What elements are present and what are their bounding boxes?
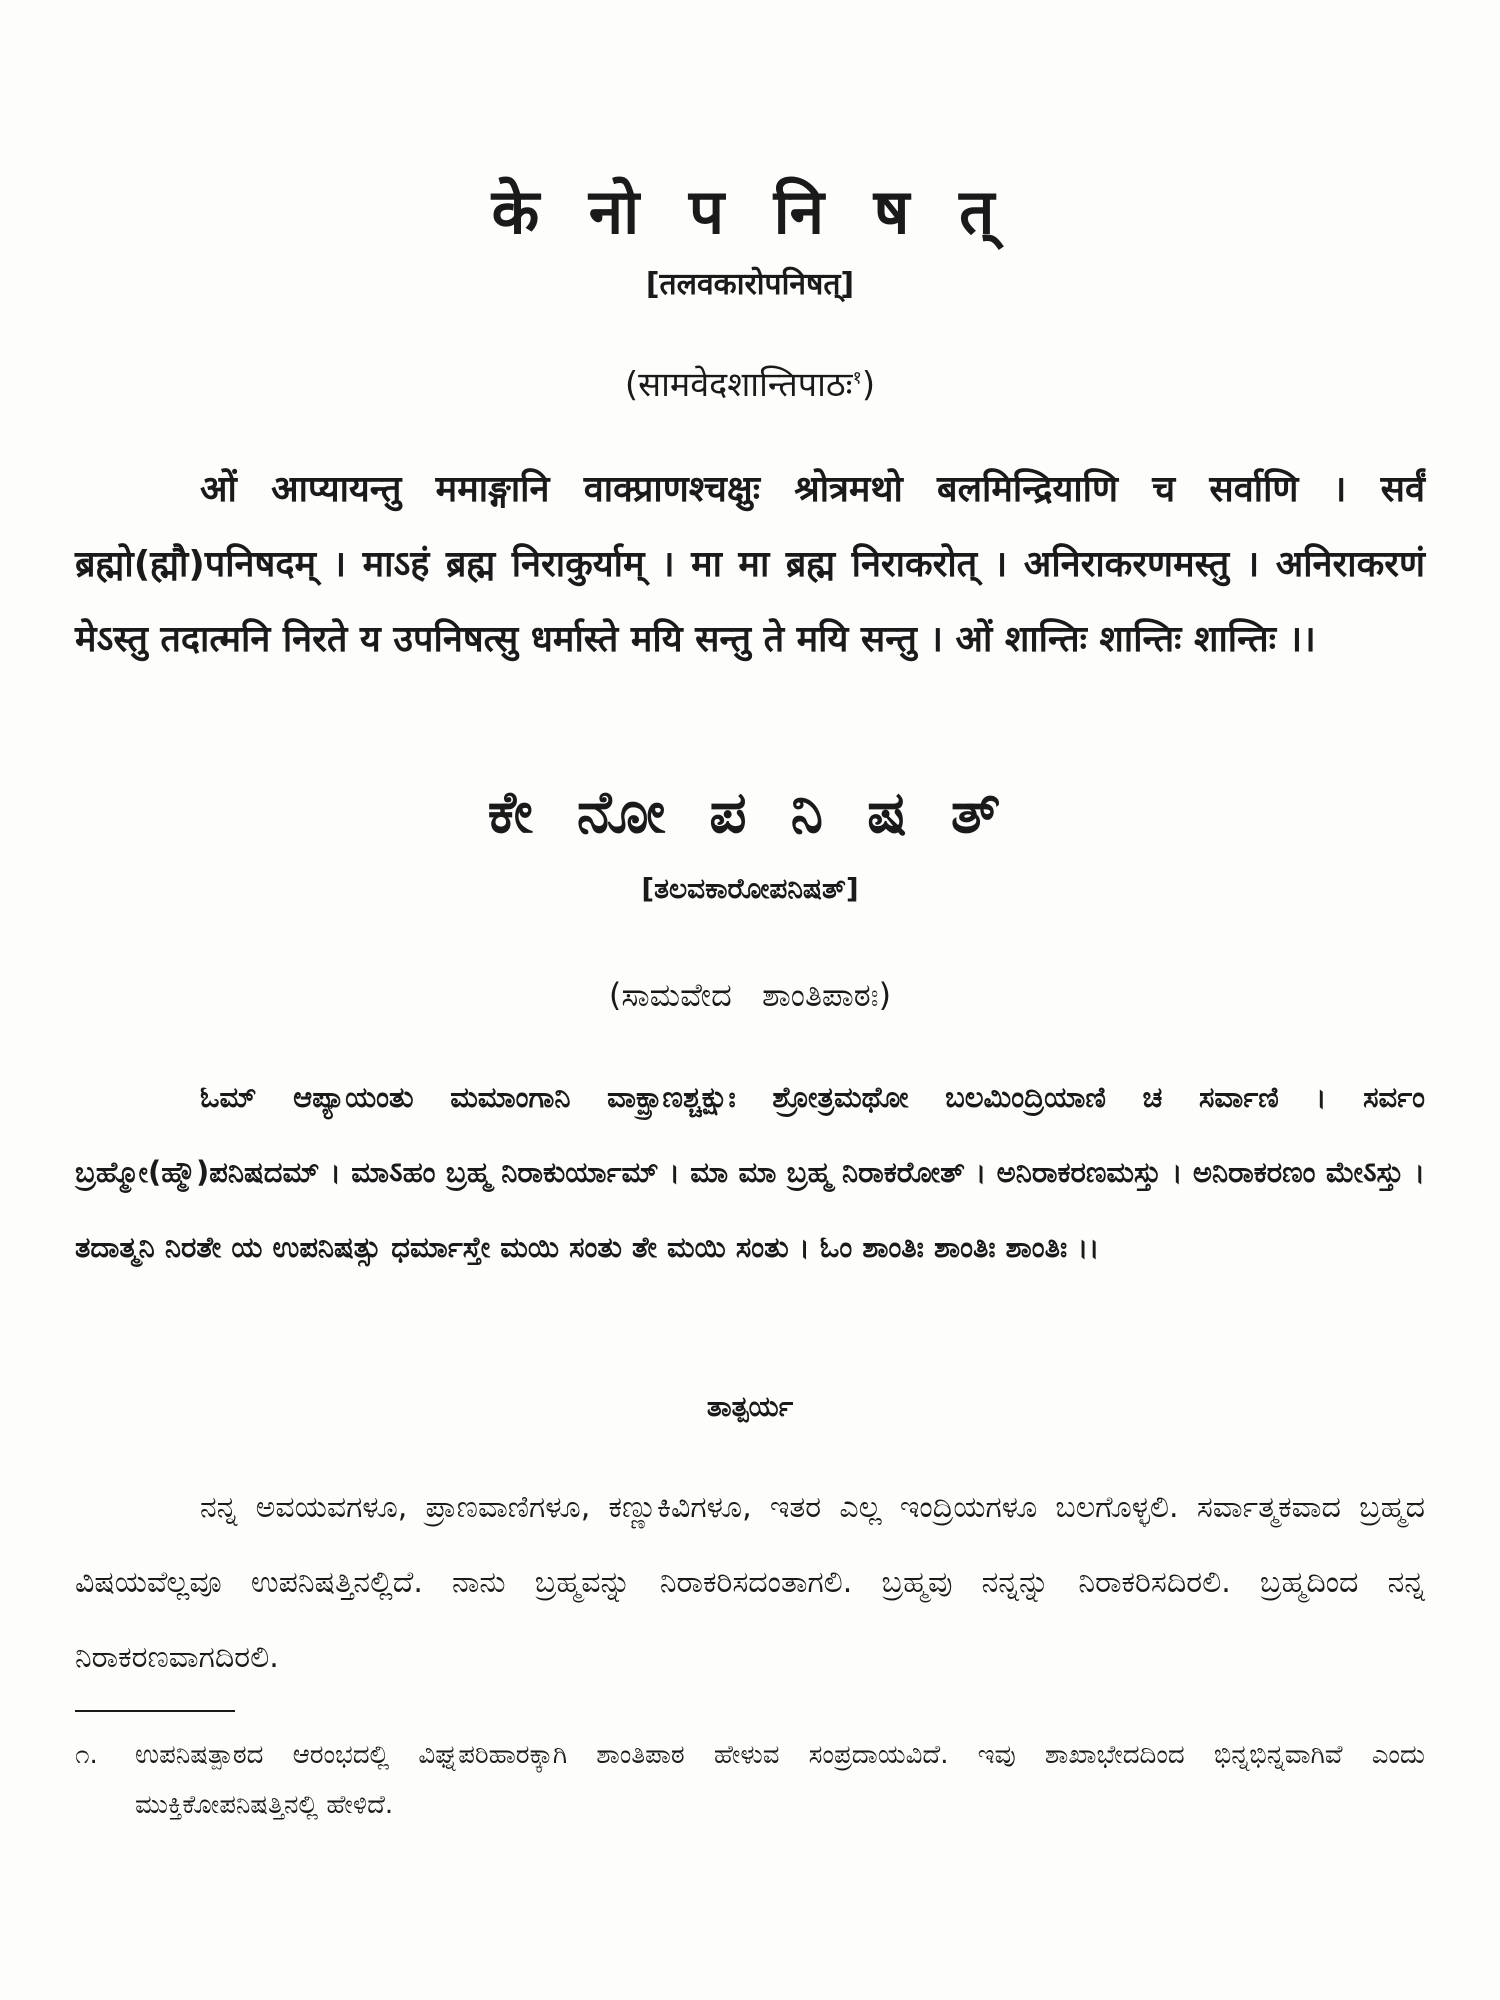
devanagari-verse: ओं आप्यायन्तु ममाङ्गानि वाक्प्राणश्चक्षुः श्रोत्रमथो बलमिन्द्रियाणि च सर्वाणि । सर्वं ब्रह्मो(ह्मौ)पनिषदम् । माऽहं ब्रह्म निराकुर्याम् । मा मा ब्रह्म निराकरोत् । अनिराकरणमस्तु । अनिराकरणं मेऽस्तु तदात्मनि निरते य उपनिषत्सु धर्मास्ते मयि सन्तु ते मयि सन्तु । ओं शान्तिः शान्तिः शान्तिः ।। bbox=[75, 469, 1425, 660]
document-page bbox=[75, 0, 1425, 2000]
devanagari-shanti-heading bbox=[75, 360, 1425, 406]
devanagari-shanti-heading-text: (सामवेदशान्तिपाठः bbox=[624, 365, 853, 405]
devanagari-title: के नो प नि ष त् bbox=[491, 175, 1009, 248]
devanagari-subtitle: [तलवकारोपनिषत्] bbox=[645, 267, 855, 302]
kannada-shanti-heading: (ಸಾಮವೇದ ಶಾಂತಿಪಾಠಃ) bbox=[608, 976, 892, 1014]
meaning-paragraph: ನನ್ನ ಅವಯವಗಳೂ, ಪ್ರಾಣವಾಣಿಗಳೂ, ಕಣ್ಣುಕಿವಿಗಳೂ, ಇತರ ಎಲ್ಲ ಇಂದ್ರಿಯಗಳೂ ಬಲಗೊಳ್ಳಲಿ. ಸರ್ವಾತ್ಮಕವಾದ ಬ್ರಹ್ಮದ ವಿಷಯವೆಲ್ಲವೂ ಉಪನಿಷತ್ತಿನಲ್ಲಿದೆ. ನಾನು ಬ್ರಹ್ಮವನ್ನು ನಿರಾಕರಿಸದಂತಾಗಲಿ. ಬ್ರಹ್ಮವು ನನ್ನನ್ನು ನಿರಾಕರಿಸದಿರಲಿ. ಬ್ರಹ್ಮದಿಂದ ನನ್ನ ನಿರಾಕರಣವಾಗದಿರಲಿ. bbox=[75, 1490, 1425, 1675]
footnote-text: ಉಪನಿಷತ್ಪಾಠದ ಆರಂಭದಲ್ಲಿ ವಿಘ್ನಪರಿಹಾರಕ್ಕಾಗಿ ಶಾಂತಿಪಾಠ ಹೇಳುವ ಸಂಪ್ರದಾಯವಿದೆ. ಇವು ಶಾಖಾಭೇದದಿಂದ ಭಿನ್ನಭಿನ್ನವಾಗಿವೆ ಎಂದು ಮುಕ್ತಿಕೋಪನಿಷತ್ತಿನಲ್ಲಿ ಹೇಳಿದೆ. bbox=[135, 1740, 1425, 1820]
kannada-verse: ಓಮ್ ಆಪ್ಯಾಯಂತು ಮಮಾಂಗಾನಿ ವಾಕ್ಪ್ರಾಣಶ್ಚಕ್ಷುಃ ಶ್ರೋತ್ರಮಥೋ ಬಲಮಿಂದ್ರಿಯಾಣಿ ಚ ಸರ್ವಾಣಿ । ಸರ್ವಂ ಬ್ರಹ್ಮೋ(ಹ್ಮೌ)ಪನಿಷದಮ್ । ಮಾऽಹಂ ಬ್ರಹ್ಮ ನಿರಾಕುರ್ಯಾಮ್ । ಮಾ ಮಾ ಬ್ರಹ್ಮ ನಿರಾಕರೋತ್ । ಅನಿರಾಕರಣಮಸ್ತು । ಅನಿರಾಕರಣಂ ಮೇऽಸ್ತು । ತದಾತ್ಮನಿ ನಿರತೇ ಯ ಉಪನಿಷತ್ಸು ಧರ್ಮಾಸ್ತೇ ಮಯಿ ಸಂತು ತೇ ಮಯಿ ಸಂತು । ಓಂ ಶಾಂತಿಃ ಶಾಂತಿಃ ಶಾಂತಿಃ ।। bbox=[75, 1080, 1425, 1264]
kannada-title: ಕೇ ನೋ ಪ ನಿ ಷ ತ್ bbox=[487, 778, 1013, 846]
footnote-reference: १ bbox=[852, 367, 862, 389]
footnote bbox=[75, 1730, 1425, 1830]
devanagari-shanti-heading-close: ) bbox=[861, 365, 876, 405]
footnote-marker: ೧. bbox=[75, 1740, 98, 1770]
footnote-divider bbox=[75, 1710, 235, 1712]
kannada-subtitle: [ತಲವಕಾರೋಪನಿಷತ್] bbox=[641, 872, 859, 905]
meaning-heading: ತಾತ್ಪರ್ಯ bbox=[706, 1390, 794, 1423]
